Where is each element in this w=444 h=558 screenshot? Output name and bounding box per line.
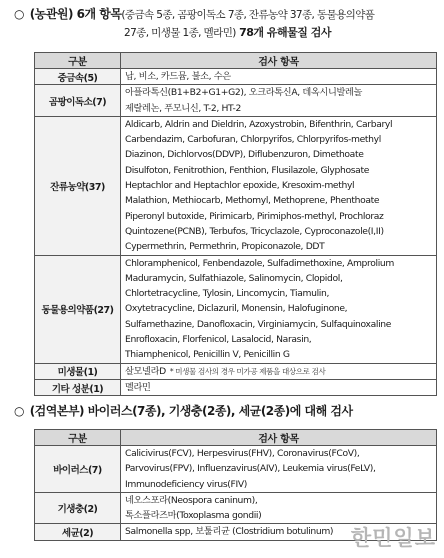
category-heavy-metals: 중금속(5)	[35, 69, 121, 85]
category-other: 기타 성분(1)	[35, 379, 121, 395]
items-other	[121, 379, 437, 395]
section1-bullet: ○	[14, 7, 24, 21]
table-row	[35, 69, 437, 85]
list-item: Immunodeficiency virus(FIV)	[125, 478, 248, 490]
table-row	[35, 446, 437, 493]
items-viruses	[121, 446, 437, 493]
list-item: 제랄레논, 푸모니신, T-2, HT-2	[125, 102, 241, 114]
table1-header-items: 검사 항목	[121, 53, 437, 69]
section1-detail-line1: (중금속 5종, 곰팡이독소 7종, 잔류농약 37종, 동물용의약품	[121, 9, 375, 21]
section1-head: (농관원) 6개 항목	[29, 7, 122, 21]
items-pesticides	[121, 116, 437, 255]
items-microorganisms	[121, 363, 437, 379]
table2-header-items: 검사 항목	[121, 430, 437, 446]
list-item: Malathion, Methiocarb, Methomyl, Methoprene, Phenthoate	[125, 195, 380, 207]
category-mycotoxins: 곰팡이독소(7)	[35, 85, 121, 117]
category-parasites: 기생충(2)	[35, 492, 121, 524]
section1-detail-line2: 27종, 미생물 1종, 멜라민)	[124, 27, 236, 39]
category-viruses: 바이러스(7)	[35, 446, 121, 493]
list-item: Chlortetracycline, Tylosin, Lincomycin, Tiamulin,	[125, 288, 330, 300]
items-heavy-metals	[121, 69, 437, 85]
list-item	[125, 364, 432, 379]
list-item: 멜라민	[125, 381, 151, 393]
section1-tail: 78개 유해물질 검사	[235, 26, 331, 39]
items-veterinary-drugs	[121, 255, 437, 363]
category-microorganisms: 미생물(1)	[35, 363, 121, 379]
microbe-item: 살모넬라D	[125, 365, 166, 377]
section1-subtitle	[124, 24, 331, 40]
category-pesticides: 잔류농약(37)	[35, 116, 121, 255]
section1-title	[14, 6, 374, 24]
microbe-note: * 미생물 검사의 경우 미가공 제품을 대상으로 검사	[169, 366, 326, 376]
list-item: Calicivirus(FCV), Herpesvirus(FHV), Coronavirus(FCoV),	[125, 448, 360, 459]
list-item: Cypermethrin, Permethrin, Propiconazole, DDT	[125, 241, 325, 253]
table1-header-category: 구분	[35, 53, 121, 69]
table-row	[35, 492, 437, 524]
list-item: Oxytetracycline, Diclazuril, Monensin, Halofuginone,	[125, 303, 348, 315]
inspection-table-nqs	[34, 52, 437, 396]
category-bacteria: 세균(2)	[35, 524, 121, 540]
table2-header-row	[35, 430, 437, 446]
section2-bullet: ○	[14, 404, 24, 418]
table2-header-category: 구분	[35, 430, 121, 446]
category-veterinary-drugs: 동물용의약품(27)	[35, 255, 121, 363]
list-item: 톡소플라즈마(Toxoplasma gondii)	[125, 510, 262, 522]
list-item: Disulfoton, Fenitrothion, Fenthion, Flusilazole, Glyphosate	[125, 164, 370, 176]
publisher-watermark: 한민일보	[350, 526, 436, 550]
list-item: Heptachlor and Heptachlor epoxide, Kresoxim-methyl	[125, 180, 355, 192]
list-item: Quintozene(PCNB), Terbufos, Tricyclazole, Cyproconazole(I,II)	[125, 225, 384, 237]
list-item: Piperonyl butoxide, Pirimicarb, Pirimiphos-methyl, Prochloraz	[125, 210, 384, 222]
list-item: Thiamphenicol, Penicillin V, Penicillin G	[125, 349, 290, 361]
table-row	[35, 116, 437, 255]
list-item: Diazinon, Dichlorvos(DDVP), Diflubenzuron, Dimethoate	[125, 149, 364, 161]
items-parasites	[121, 492, 437, 524]
section2-title	[14, 403, 353, 420]
list-item: 아플라톡신(B1+B2+G1+G2), 오크라톡신A, 데옥시니발레놀	[125, 87, 363, 99]
list-item: Salmonella spp, 보툴리균 (Clostridium botulinum)	[125, 526, 334, 538]
list-item: Carbendazim, Carbofuran, Chlorpyrifos, Chlorpyrifos-methyl	[125, 134, 381, 146]
table-row	[35, 363, 437, 379]
list-item: Sulfamethazine, Danofloxacin, Virginiamycin, Sulfaquinoxaline	[125, 318, 392, 330]
list-item: Chloramphenicol, Fenbendazole, Sulfadimethoxine, Amprolium	[125, 257, 395, 269]
items-mycotoxins	[121, 85, 437, 117]
table1-header-row	[35, 53, 437, 69]
list-item: 네오스포라(Neospora caninum),	[125, 494, 258, 506]
list-item: 납, 비소, 카드뮴, 불소, 수은	[125, 71, 231, 82]
table-row	[35, 379, 437, 395]
table-row	[35, 85, 437, 117]
section2-head: (검역본부) 바이러스(7종), 기생충(2종), 세균(2종)에 대해 검사	[29, 404, 353, 418]
list-item: Maduramycin, Sulfathiazole, Salinomycin, Clopidol,	[125, 272, 343, 284]
table-row	[35, 255, 437, 363]
list-item: Parvovirus(FPV), Influenzavirus(AIV), Leukemia virus(FeLV),	[125, 463, 376, 475]
list-item: Enrofloxacin, Florfenicol, Lasalocid, Narasin,	[125, 334, 312, 346]
list-item: Aldicarb, Aldrin and Dieldrin, Azoxystrobin, Bifenthrin, Carbaryl	[125, 118, 393, 130]
